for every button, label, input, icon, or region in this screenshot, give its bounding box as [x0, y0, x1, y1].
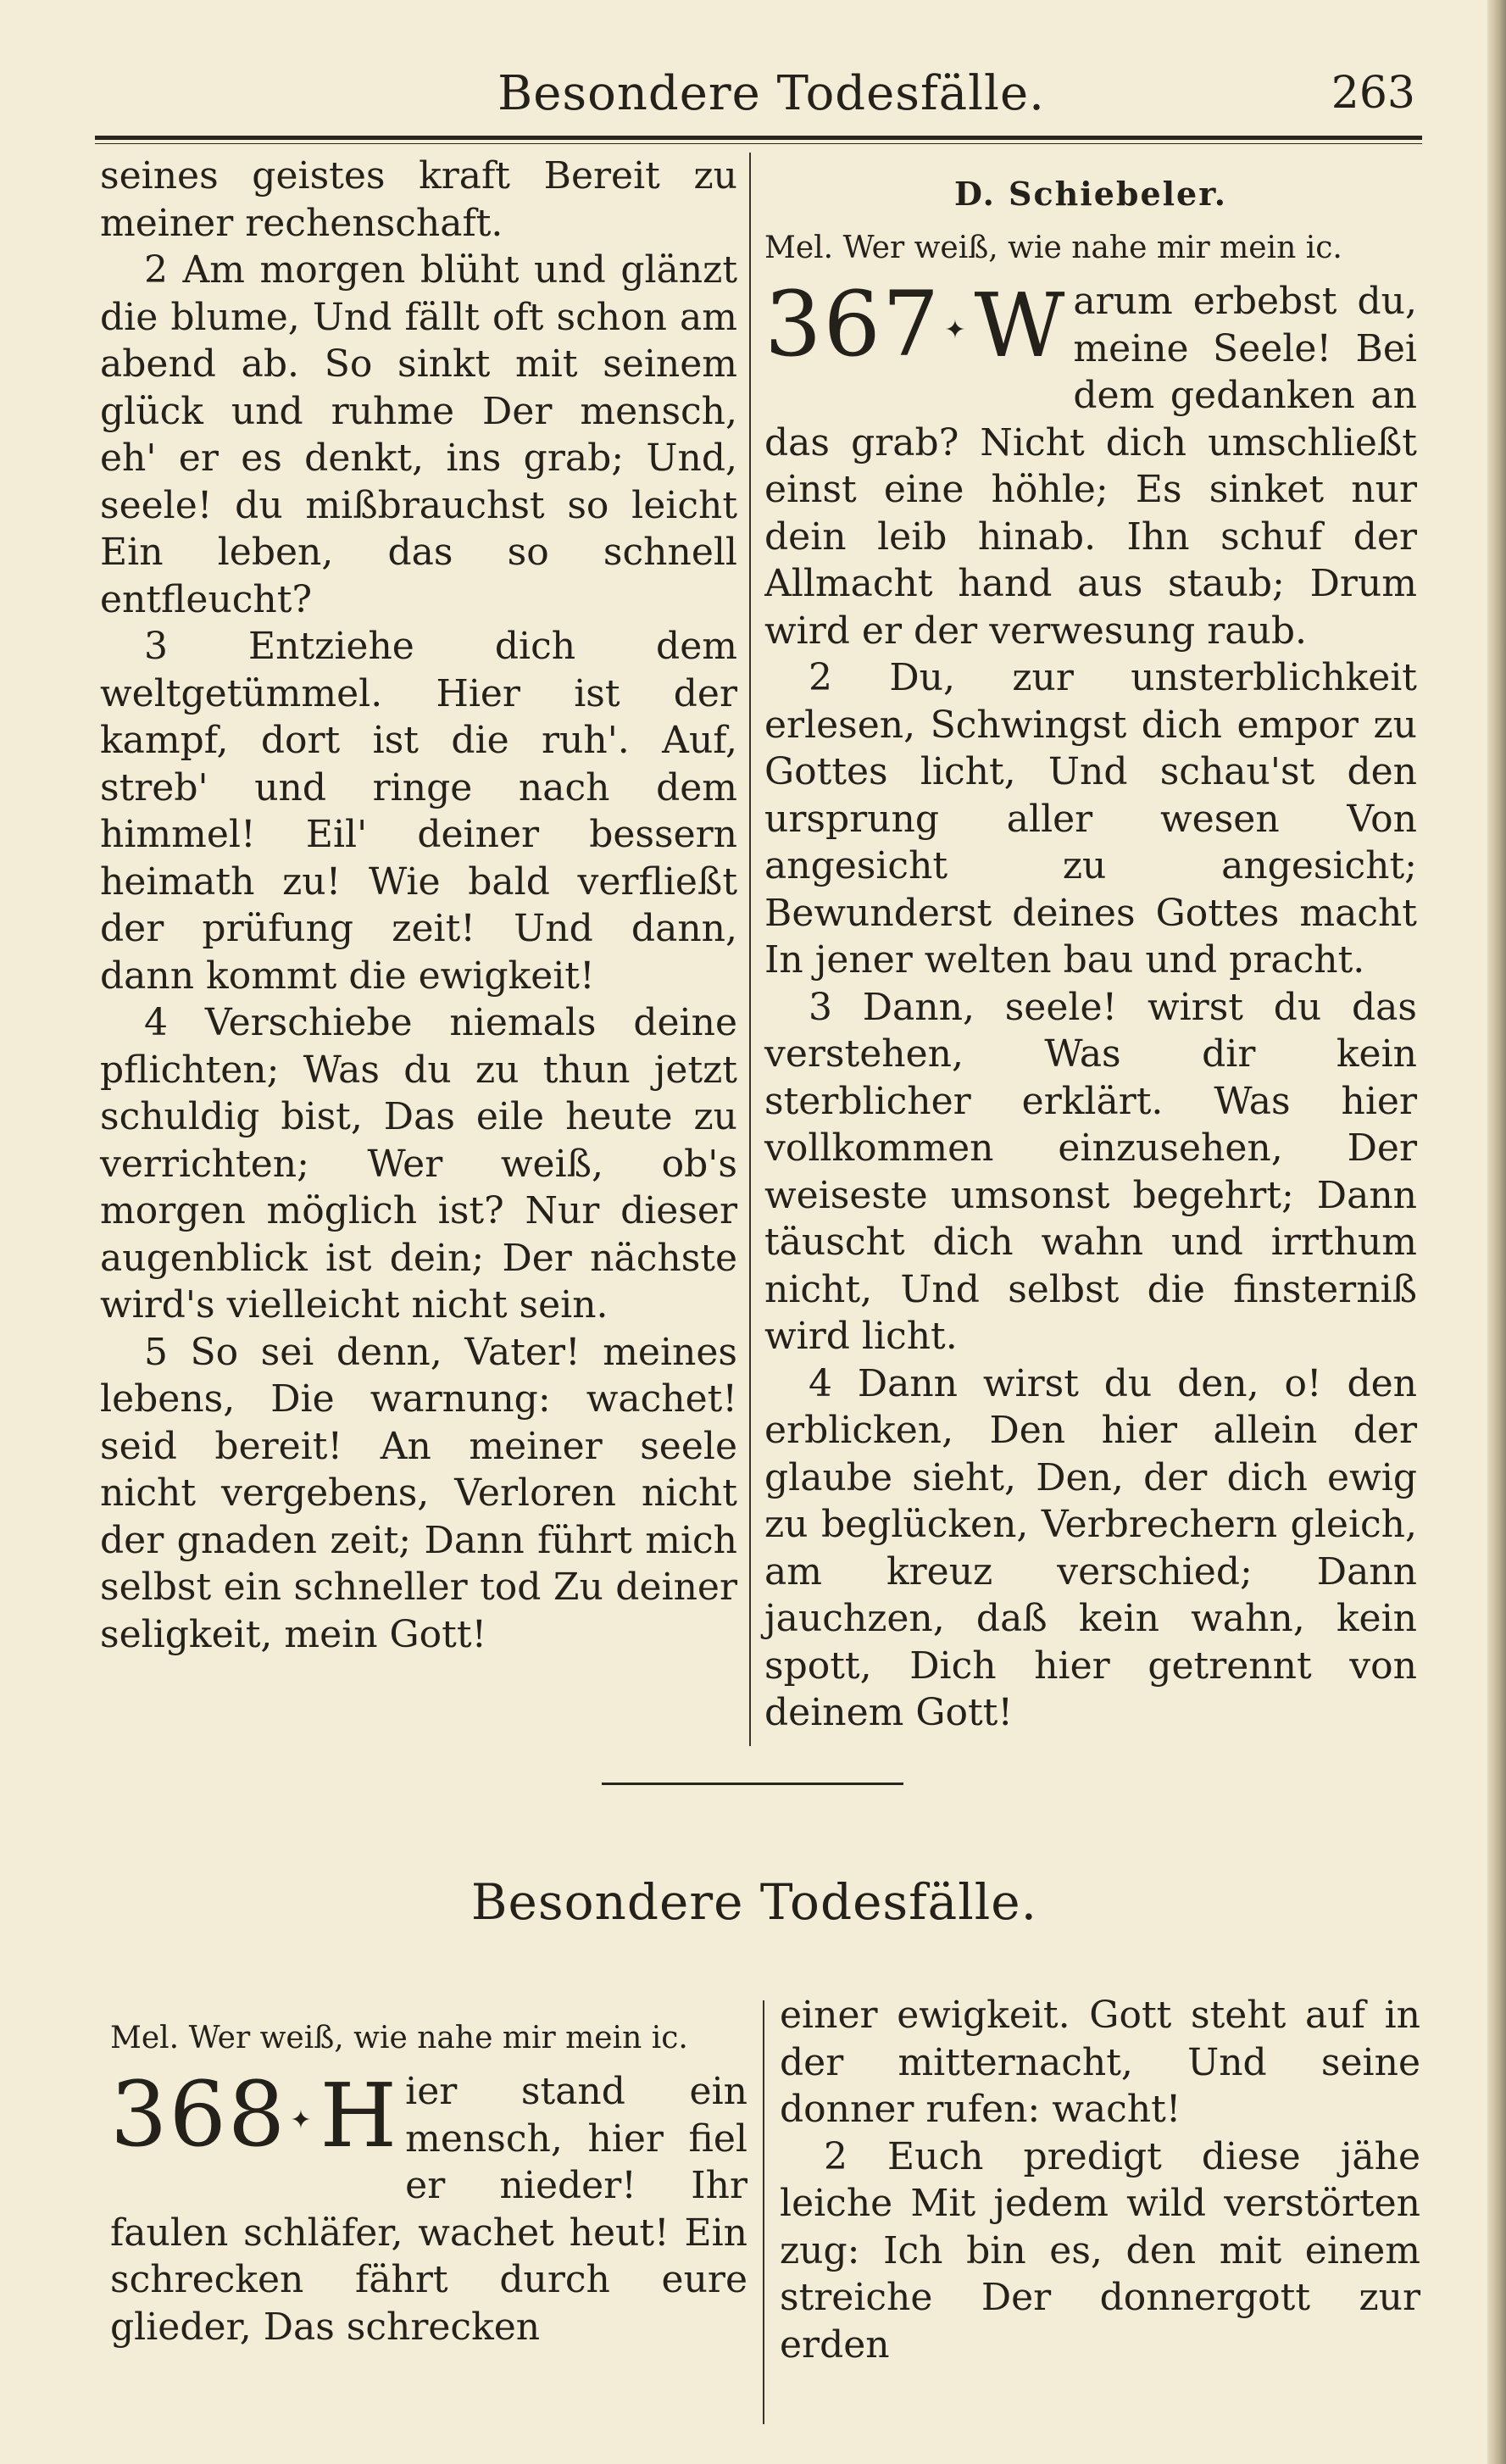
verse-2: 2 Euch predigt diese jähe leiche Mit jedem wild verstörten zug: Ich bin es, den mit einem streiche Der donnergott zur erden — [780, 2134, 1420, 2367]
verse-1-text: arum erbebst du, meine Seele! Bei dem gedanken an das grab? Nicht dich umschließt einst eine höhle; Es sinket nur dein leib hinab. Ihn schuf der Allmacht hand aus staub; Drum wird er der verwesung raub. — [764, 280, 1417, 653]
page-number: 263 — [1331, 68, 1415, 119]
melody-line: Mel. Wer weiß, wie nahe mir mein ic. — [110, 2021, 688, 2055]
hymn-number-text: 368 — [110, 2068, 287, 2166]
verse-4: 4 Dann wirst du den, o! den erblicken, Den hier allein der glaube sieht, Den, der dich ewig zu beglücken, Verbrechern gleich, am kreuz verschied; Dann jauchzen, daß kein wahn, kein spott, Dich hier getrennt von deinem Gott! — [764, 1361, 1417, 1734]
section-heading: Besondere Todesfälle. — [470, 1873, 1038, 1931]
top-left-column — [100, 153, 737, 1658]
bottom-left-column — [110, 2017, 747, 2350]
star-ornament: ✦ — [290, 2105, 314, 2135]
top-right-column — [764, 170, 1417, 1737]
section-separator-rule — [602, 1783, 903, 1785]
header-rule — [95, 136, 1422, 144]
verse-continuation: einer ewigkeit. Gott steht auf in der mitternacht, Und seine donner rufen: wacht! — [780, 1994, 1420, 2131]
melody-line: Mel. Wer weiß, wie nahe mir mein ic. — [764, 231, 1342, 265]
verse-continuation: seines geistes kraft Bereit zu meiner rechenschaft. — [100, 154, 737, 245]
hymn-368-start — [110, 2068, 747, 2350]
verse-1-text: ier stand ein mensch, hier fiel er nieder! Ihr faulen schläfer, wachet heut! Ein schrecken fährt durch eure glieder, Das schrecken — [110, 2070, 747, 2349]
star-ornament: ✦ — [944, 315, 968, 345]
hymn-number — [764, 278, 968, 376]
hymn-number — [110, 2068, 314, 2166]
verse-4: 4 Verschiebe niemals deine pflichten; Was du zu thun jetzt schuldig bist, Das eile heute zu verrichten; Wer weiß, ob's morgen möglich ist? Nur dieser augenblick ist dein; Der nächste wird's vielleicht nicht sein. — [100, 1001, 737, 1327]
running-title: Besondere Todesfälle. — [497, 66, 1045, 121]
verse-2: 2 Du, zur unsterblichkeit erlesen, Schwingst dich empor zu Gottes licht, Und schau'st den ursprung aller wesen Von angesicht zu angesicht; Bewunderst deines Gottes macht In jener welten bau und pracht. — [764, 656, 1417, 982]
hymn-author: D. Schiebeler. — [954, 175, 1227, 213]
verse-3: 3 Dann, seele! wirst du das verstehen, Was dir kein sterblicher erklärt. Was hier vollkommen einzusehen, Der weiseste umsonst begehrt; Dann täuscht dich wahn und irrthum nicht, Und selbst die finsterniß wird licht. — [764, 985, 1417, 1358]
column-divider-top — [749, 153, 751, 1746]
column-divider-bottom — [763, 2000, 764, 2424]
bottom-right-column — [780, 1992, 1420, 2368]
drop-cap: H — [320, 2068, 397, 2167]
verse-2: 2 Am morgen blüht und glänzt die blume, Und fällt oft schon am abend ab. So sinkt mit seinem glück und ruhme Der mensch, eh' er es denkt, ins grab; Und, seele! du mißbrauchst so leicht Ein leben, das so schnell entfleucht? — [100, 248, 737, 621]
verse-3: 3 Entziehe dich dem weltgetümmel. Hier ist der kampf, dort ist die ruh'. Auf, streb' und ringe nach dem himmel! Eil' deiner bessern heimath zu! Wie bald verfließt der prüfung zeit! Und dann, dann kommt die ewigkeit! — [100, 625, 737, 998]
drop-cap: W — [974, 278, 1065, 377]
hymn-367-start — [764, 278, 1417, 654]
page-edge-shadow — [1487, 0, 1506, 2464]
hymn-number-text: 367 — [764, 278, 942, 376]
verse-5: 5 So sei denn, Vater! meines lebens, Die warnung: wachet! seid bereit! An meiner seele nicht vergebens, Verloren nicht der gnaden zeit; Dann führt mich selbst ein schneller tod Zu deiner seligkeit, mein Gott! — [100, 1330, 737, 1656]
